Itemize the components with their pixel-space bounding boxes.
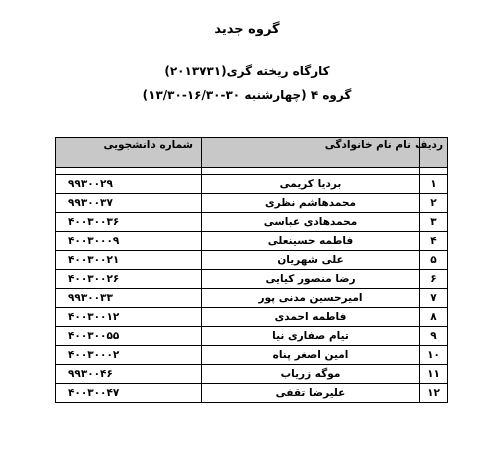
student-id-cell: ۹۹۳۰۰۳۳ bbox=[56, 289, 202, 308]
row-number-cell: ۱۰ bbox=[420, 346, 448, 365]
student-name-cell: امیرحسین مدنی پور bbox=[202, 289, 420, 308]
student-name-cell: تیام صفاری نیا bbox=[202, 327, 420, 346]
student-name-cell: علیرضا تقفی bbox=[202, 384, 420, 403]
student-id-cell: ۴۰۰۳۰۰۳۶ bbox=[56, 213, 202, 232]
row-number-cell: ۱ bbox=[420, 175, 448, 194]
student-name-cell: امین اصغر پناه bbox=[202, 346, 420, 365]
table-body bbox=[56, 168, 448, 403]
student-name-cell: فاطمه احمدی bbox=[202, 308, 420, 327]
student-table bbox=[55, 137, 448, 403]
student-name-cell: علی شهریان bbox=[202, 251, 420, 270]
student-id-cell: ۴۰۰۳۰۰۰۹ bbox=[56, 232, 202, 251]
row-number-cell: ۳ bbox=[420, 213, 448, 232]
student-id-cell: ۹۹۳۰۰۴۶ bbox=[56, 365, 202, 384]
table-row bbox=[56, 270, 448, 289]
table-row bbox=[56, 232, 448, 251]
student-id-cell: ۴۰۰۳۰۰۲۱ bbox=[56, 251, 202, 270]
student-name-cell: رضا منصور کیایی bbox=[202, 270, 420, 289]
student-name-cell: محمدهادی عباسی bbox=[202, 213, 420, 232]
table-row bbox=[56, 213, 448, 232]
row-number-cell: ۶ bbox=[420, 270, 448, 289]
table-spacer-row bbox=[56, 168, 448, 175]
table-row bbox=[56, 365, 448, 384]
table-row bbox=[56, 346, 448, 365]
header-row-number: ردیف bbox=[420, 138, 448, 168]
student-id-cell: ۴۰۰۳۰۰۵۵ bbox=[56, 327, 202, 346]
document-title: گروه جدید bbox=[214, 22, 280, 37]
table-row bbox=[56, 251, 448, 270]
student-name-cell: فاطمه حسینعلی bbox=[202, 232, 420, 251]
student-name-cell: موگه زریاب bbox=[202, 365, 420, 384]
table-row bbox=[56, 194, 448, 213]
student-id-cell: ۹۹۳۰۰۳۷ bbox=[56, 194, 202, 213]
row-number-cell: ۵ bbox=[420, 251, 448, 270]
student-name-cell: محمدهاشم نظری bbox=[202, 194, 420, 213]
header-student-id: شماره دانشجویی bbox=[56, 138, 202, 168]
student-id-cell: ۴۰۰۳۰۰۴۷ bbox=[56, 384, 202, 403]
student-id-cell: ۹۹۳۰۰۲۹ bbox=[56, 175, 202, 194]
row-number-cell: ۴ bbox=[420, 232, 448, 251]
row-number-cell: ۱۱ bbox=[420, 365, 448, 384]
row-number-cell: ۱۲ bbox=[420, 384, 448, 403]
row-number-cell: ۷ bbox=[420, 289, 448, 308]
course-subtitle: کارگاه ریخته گری(۲۰۱۳۷۳۱) bbox=[164, 64, 330, 78]
row-number-cell: ۸ bbox=[420, 308, 448, 327]
row-number-cell: ۹ bbox=[420, 327, 448, 346]
header-full-name: نام نام خانوادگی bbox=[202, 138, 420, 168]
table-row bbox=[56, 327, 448, 346]
row-number-cell: ۲ bbox=[420, 194, 448, 213]
table-row bbox=[56, 289, 448, 308]
table-row bbox=[56, 308, 448, 327]
table-row bbox=[56, 384, 448, 403]
student-id-cell: ۴۰۰۳۰۰۲۶ bbox=[56, 270, 202, 289]
group-schedule-line: گروه ۴ (چهارشنبه ۳۰-۱۶/۳۰-۱۳/۳۰) bbox=[142, 88, 352, 102]
student-id-cell: ۴۰۰۳۰۰۱۲ bbox=[56, 308, 202, 327]
table-row bbox=[56, 175, 448, 194]
table-header-row bbox=[56, 138, 448, 168]
student-name-cell: بردیا کریمی bbox=[202, 175, 420, 194]
student-id-cell: ۴۰۰۳۰۰۰۲ bbox=[56, 346, 202, 365]
